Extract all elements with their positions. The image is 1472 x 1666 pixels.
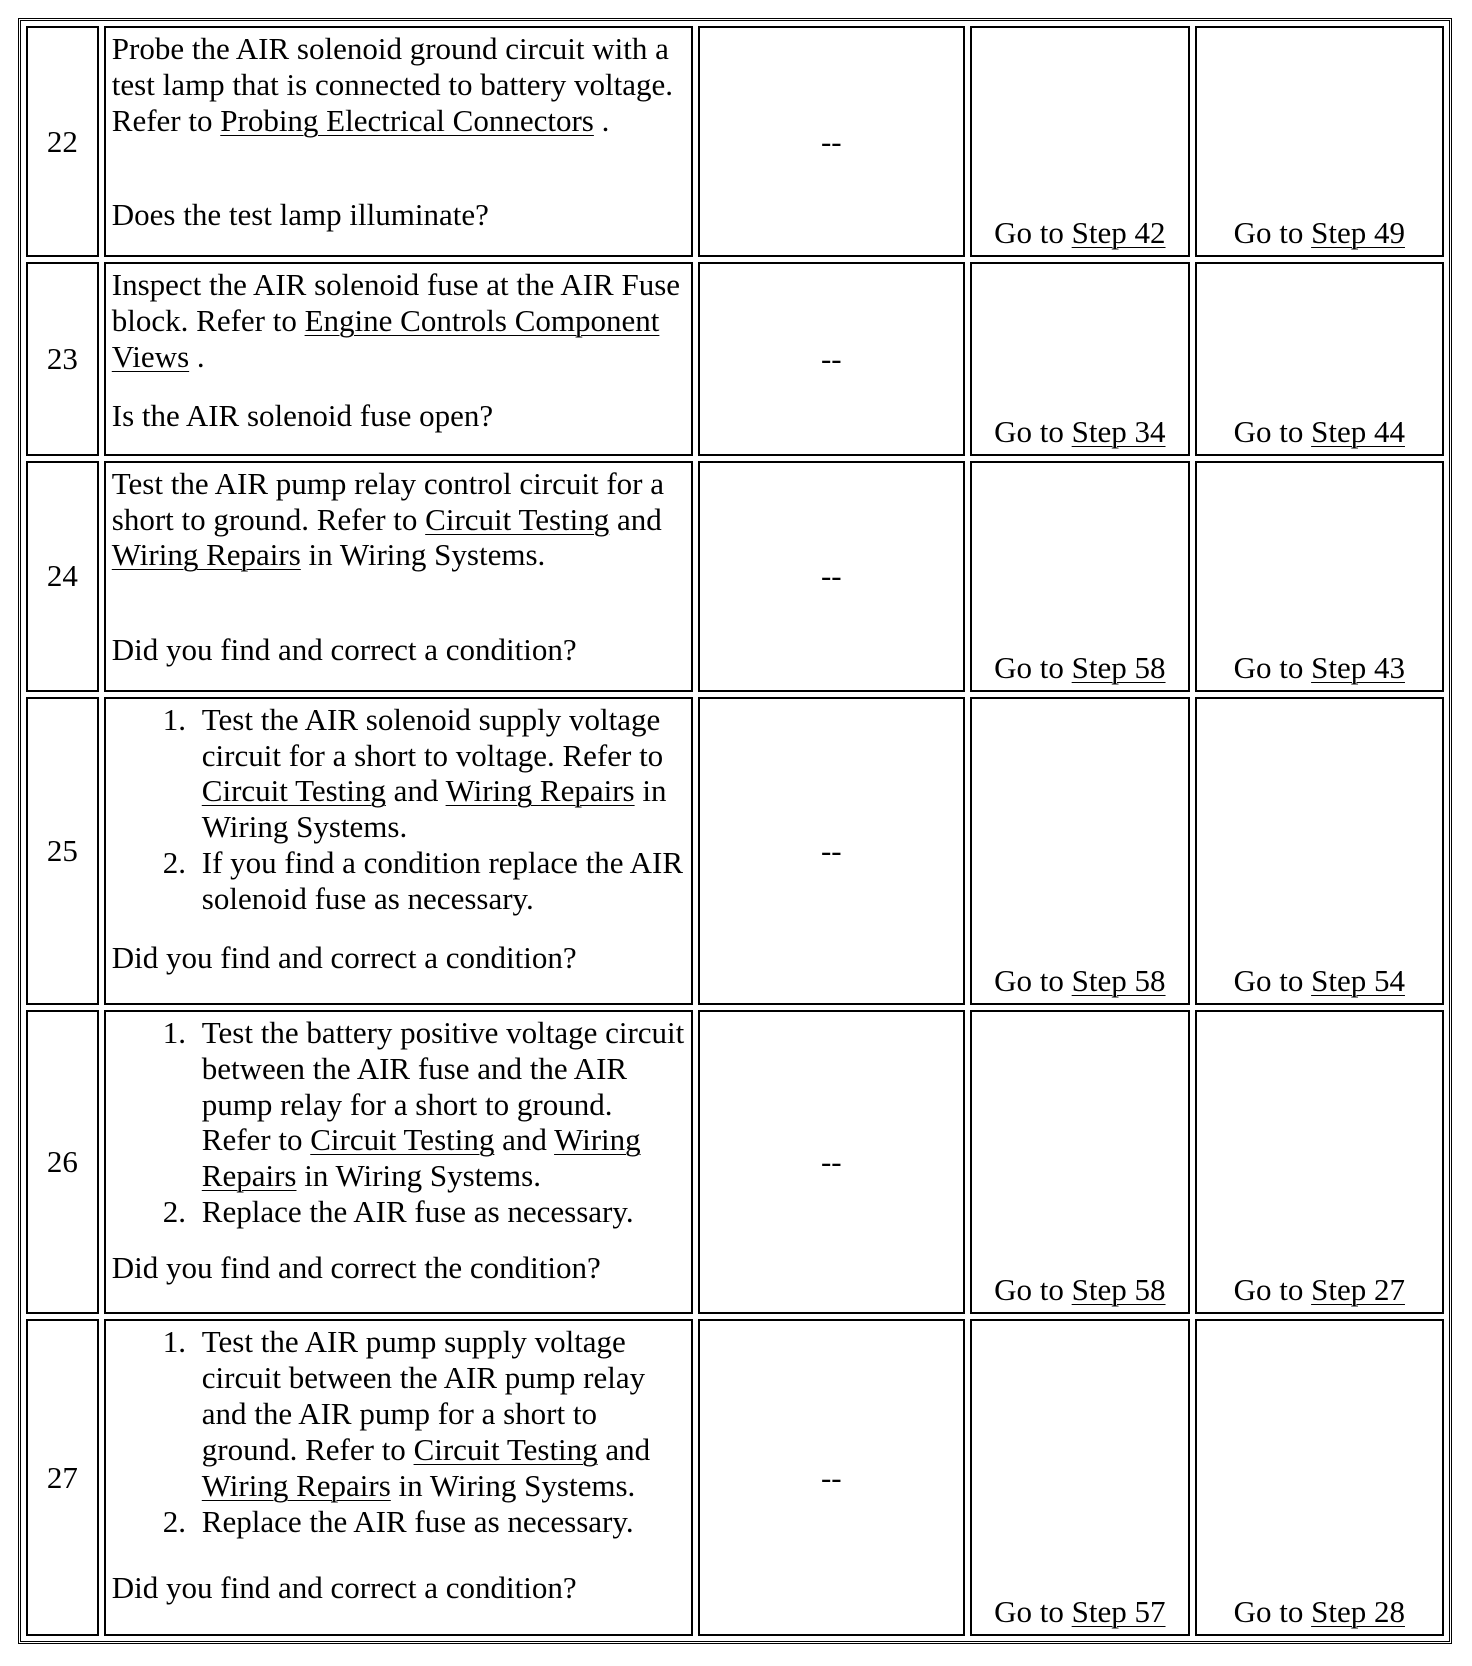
go-to-step-link[interactable]: Step 43	[1311, 649, 1405, 685]
go-to-step-link[interactable]: Step 54	[1311, 962, 1405, 998]
table-row	[26, 1319, 1444, 1636]
reference-link[interactable]: Wiring Repairs	[201, 1122, 641, 1194]
go-to-label: Go to	[1233, 649, 1312, 685]
step-value: --	[698, 461, 966, 692]
go-to-step-link[interactable]: Step 58	[1071, 649, 1166, 685]
action-text: Test the AIR solenoid supply voltage circuit for a short to voltage. Refer to	[201, 701, 664, 773]
table-row	[26, 697, 1444, 1005]
step-number: 27	[26, 1319, 99, 1636]
action-text: in Wiring Systems.	[201, 773, 667, 845]
go-to-label: Go to	[1233, 1272, 1312, 1308]
reference-link[interactable]: Wiring Repairs	[201, 1468, 391, 1504]
action-text: Test the AIR pump relay control circuit for a short to ground. Refer to	[111, 465, 664, 537]
action-text: Probe the AIR solenoid ground circuit with a test lamp that is connected to battery voltage. Refer to	[111, 31, 674, 138]
step-value: --	[698, 1319, 966, 1636]
step-action	[104, 26, 693, 257]
table-row	[26, 26, 1444, 257]
diagnostic-steps-table	[21, 21, 1449, 1641]
list-item	[194, 1015, 685, 1195]
go-to-label: Go to	[1233, 962, 1312, 998]
step-question: Did you find and correct a condition?	[111, 631, 577, 667]
go-to-yes-cell	[970, 26, 1189, 257]
diagnostic-table-page	[18, 18, 1452, 1644]
go-to-step-link[interactable]: Step 58	[1071, 1272, 1166, 1308]
reference-link[interactable]: Circuit Testing	[310, 1122, 495, 1158]
go-to-label: Go to	[994, 962, 1072, 998]
go-to-step-link[interactable]: Step 58	[1071, 962, 1166, 998]
go-to-no-cell	[1195, 697, 1444, 1005]
go-to-yes-cell	[970, 1319, 1189, 1636]
action-text: and	[609, 501, 662, 537]
go-to-yes-cell	[970, 262, 1189, 456]
action-instructions	[112, 466, 685, 574]
list-item	[194, 845, 685, 917]
action-instructions	[112, 31, 685, 139]
go-to-step-link[interactable]: Step 42	[1071, 215, 1166, 250]
action-text: Replace the AIR fuse as necessary.	[201, 1194, 634, 1230]
steps-table-body	[26, 26, 1444, 1636]
action-text: in Wiring Systems.	[300, 537, 546, 573]
action-text: Test the AIR pump supply voltage circuit between the AIR pump relay and the AIR pump for a short to ground. Refer to	[201, 1324, 646, 1468]
go-to-step-link[interactable]: Step 27	[1311, 1272, 1405, 1308]
step-action	[104, 1319, 693, 1636]
step-number: 26	[26, 1010, 99, 1315]
action-text: Inspect the AIR solenoid fuse at the AIR Fuse block. Refer to	[111, 267, 681, 338]
action-steps-list	[112, 1015, 685, 1231]
go-to-label: Go to	[994, 649, 1072, 685]
go-to-label: Go to	[994, 215, 1072, 250]
go-to-no-cell	[1195, 262, 1444, 456]
go-to-label: Go to	[994, 1594, 1072, 1629]
list-item	[194, 702, 685, 846]
go-to-step-link[interactable]: Step 44	[1311, 413, 1405, 449]
step-action	[104, 1010, 693, 1315]
action-instructions	[112, 702, 685, 918]
action-text: .	[189, 338, 205, 374]
action-steps-list	[112, 702, 685, 918]
list-item	[194, 1324, 685, 1504]
step-question: Is the AIR solenoid fuse open?	[111, 398, 494, 434]
go-to-label: Go to	[994, 1272, 1072, 1308]
reference-link[interactable]: Circuit Testing	[201, 773, 386, 809]
step-question: Did you find and correct the condition?	[111, 1249, 601, 1285]
reference-link[interactable]: Wiring Repairs	[111, 537, 301, 573]
go-to-step-link[interactable]: Step 28	[1311, 1594, 1405, 1629]
table-row	[26, 1010, 1444, 1315]
step-value: --	[698, 697, 966, 1005]
step-value: --	[698, 1010, 966, 1315]
list-item	[194, 1504, 685, 1540]
go-to-label: Go to	[1233, 413, 1312, 449]
list-item	[194, 1194, 685, 1230]
step-question: Did you find and correct a condition?	[111, 1570, 577, 1606]
reference-link[interactable]: Probing Electrical Connectors	[220, 102, 594, 138]
action-instructions	[112, 1015, 685, 1231]
action-text: If you find a condition replace the AIR solenoid fuse as necessary.	[201, 845, 683, 917]
go-to-step-link[interactable]: Step 57	[1071, 1594, 1166, 1629]
table-row	[26, 461, 1444, 692]
reference-link[interactable]: Circuit Testing	[425, 501, 610, 537]
go-to-no-cell	[1195, 1010, 1444, 1315]
go-to-label: Go to	[1233, 215, 1312, 250]
reference-link[interactable]: Wiring Repairs	[445, 773, 635, 809]
go-to-yes-cell	[970, 461, 1189, 692]
step-action	[104, 262, 693, 456]
reference-link[interactable]: Circuit Testing	[413, 1432, 598, 1468]
step-value: --	[698, 262, 966, 456]
go-to-no-cell	[1195, 1319, 1444, 1636]
action-instructions	[112, 267, 685, 375]
go-to-yes-cell	[970, 1010, 1189, 1315]
step-number: 25	[26, 697, 99, 1005]
action-text: in Wiring Systems.	[296, 1158, 541, 1194]
step-action	[104, 461, 693, 692]
action-text: and	[385, 773, 446, 809]
step-number: 23	[26, 262, 99, 456]
step-question: Did you find and correct a condition?	[111, 939, 577, 975]
action-text: .	[593, 102, 610, 138]
step-question: Does the test lamp illuminate?	[111, 197, 489, 233]
reference-link[interactable]: Engine Controls Component Views	[111, 302, 660, 374]
action-steps-list	[112, 1324, 685, 1540]
go-to-no-cell	[1195, 26, 1444, 257]
action-instructions	[112, 1324, 685, 1540]
action-text: and	[494, 1122, 555, 1158]
go-to-no-cell	[1195, 461, 1444, 692]
go-to-step-link[interactable]: Step 34	[1071, 413, 1166, 449]
action-text: in Wiring Systems.	[390, 1468, 636, 1504]
step-value: --	[698, 26, 966, 257]
step-action	[104, 697, 693, 1005]
go-to-label: Go to	[994, 413, 1072, 449]
step-number: 22	[26, 26, 99, 257]
go-to-step-link[interactable]: Step 49	[1311, 215, 1405, 250]
step-number: 24	[26, 461, 99, 692]
action-text: Replace the AIR fuse as necessary.	[201, 1504, 634, 1540]
action-text: and	[597, 1432, 651, 1468]
go-to-label: Go to	[1233, 1594, 1312, 1629]
go-to-yes-cell	[970, 697, 1189, 1005]
action-text: Test the battery positive voltage circuit between the AIR fuse and the AIR pump relay for a short to ground. Refer to	[201, 1014, 685, 1158]
table-row	[26, 262, 1444, 456]
